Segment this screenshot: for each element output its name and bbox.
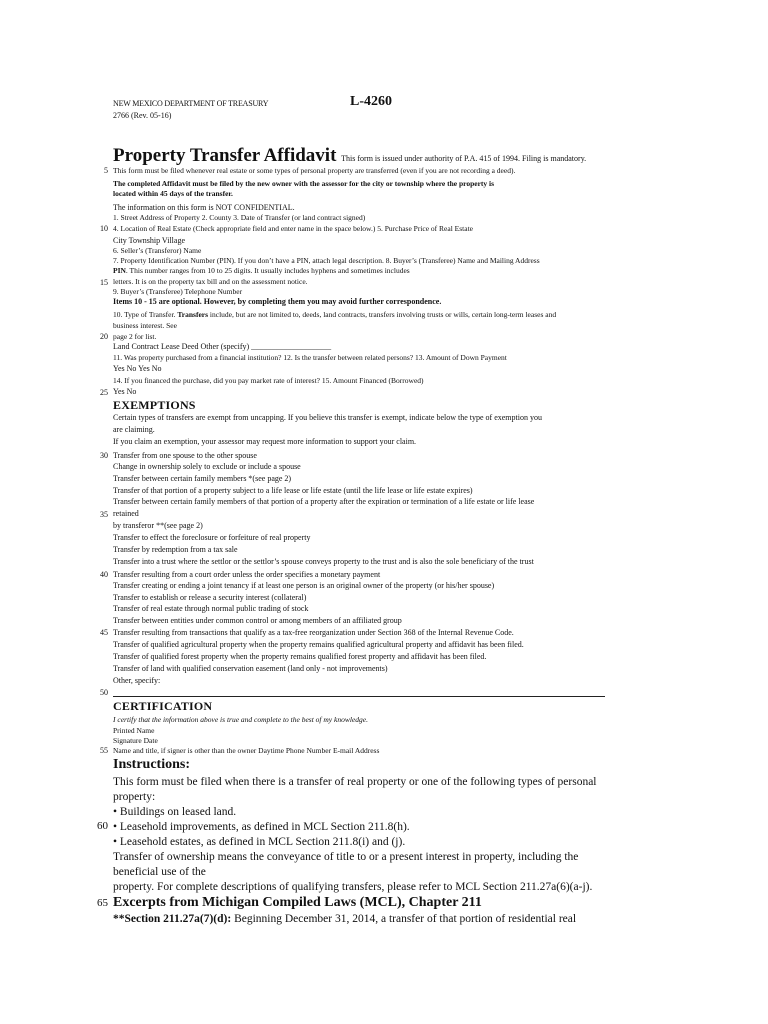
- instructions-bullet: • Buildings on leased land.: [113, 806, 237, 818]
- excerpt-section-label: **Section 211.27a(7)(d):: [113, 913, 232, 925]
- seller-name-label: 6. Seller’s (Transferor) Name: [113, 246, 202, 255]
- exemption-item: Transfer between certain family members of that portion of a property after the expiration or termination of a life estate or life lease: [113, 497, 535, 506]
- pin-note-text: . This number ranges from 10 to 25 digits. It usually includes hyphens and sometimes includes: [125, 266, 410, 275]
- transfer-type-text: include, but are not limited to, deeds, land contracts, transfers involving trusts or wills, certain long-term leases and: [208, 310, 557, 319]
- exemption-item: Transfer to effect the foreclosure or forfeiture of real property: [113, 533, 311, 542]
- exemption-item: Transfer from one spouse to the other spouse: [113, 451, 257, 460]
- exemption-item: Transfer to establish or release a security interest (collateral): [113, 593, 307, 602]
- line-number: 15: [100, 278, 108, 287]
- exemption-item: by transferor **(see page 2): [113, 521, 203, 530]
- exemptions-intro-2: are claiming.: [113, 425, 155, 434]
- exemption-item: Transfer resulting from transactions that qualify as a tax-free reorganization under Section 368 of the Internal Revenue Code.: [113, 628, 514, 637]
- form-number: L-4260: [350, 94, 392, 109]
- line-number: 60: [97, 820, 108, 832]
- pin-label: 7. Property Identification Number (PIN). If you don’t have a PIN, attach legal description. 8. Buyer’s (Transferee) Name and Mailing Address: [113, 256, 540, 265]
- filing-requirement: The completed Affidavit must be filed by the new owner with the assessor for the city or township where the property is: [113, 179, 495, 188]
- line-number: 30: [100, 451, 108, 460]
- exemption-item: Transfer by redemption from a tax sale: [113, 545, 238, 554]
- exemption-item: Change in ownership solely to exclude or include a spouse: [113, 462, 301, 471]
- line-number: 25: [100, 388, 108, 397]
- excerpts-heading: Excerpts from Michigan Compiled Laws (MCL), Chapter 211: [113, 895, 482, 910]
- instructions-p2-end: property. For complete descriptions of qualifying transfers, please refer to MCL Section 211.27a(6)(a-j).: [113, 881, 593, 893]
- exemptions-intro-3: If you claim an exemption, your assessor may request more information to support your claim.: [113, 437, 417, 446]
- instructions-heading: Instructions:: [113, 757, 191, 772]
- line-number: 35: [100, 510, 108, 519]
- buyer-phone-label: 9. Buyer’s (Transferee) Telephone Number: [113, 287, 243, 296]
- transfer-type-label: [113, 310, 556, 320]
- exemption-item: Transfer of qualified forest property when the property remains qualified forest property and affidavit has been filed.: [113, 652, 487, 661]
- pin-bold: PIN: [113, 266, 126, 275]
- authority-note: This form is issued under authority of P.A. 415 of 1994. Filing is mandatory.: [341, 154, 587, 163]
- instructions-p1-cont: property:: [113, 791, 156, 803]
- instructions-bullet: • Leasehold improvements, as defined in MCL Section 211.8(h).: [113, 821, 410, 833]
- transfers-bold: Transfers: [177, 310, 209, 319]
- questions-11-13: 11. Was property purchased from a financial institution? 12. Is the transfer between related persons? 13. Amount of Down Payment: [113, 353, 507, 362]
- optional-items-note: Items 10 - 15 are optional. However, by completing them you may avoid further correspondence.: [113, 297, 442, 306]
- line-number: 10: [100, 224, 108, 233]
- pin-note: [113, 266, 410, 276]
- location-options: City Township Village: [113, 236, 185, 245]
- exemption-item: Transfer between entities under common control or among members of an affiliated group: [113, 616, 402, 625]
- yes-no-options: Yes No Yes No: [113, 364, 162, 373]
- line-number: 40: [100, 570, 108, 579]
- certification-statement: I certify that the information above is true and complete to the best of my knowledge.: [113, 715, 368, 724]
- exemption-item: Transfer resulting from a court order unless the order specifies a monetary payment: [113, 570, 381, 579]
- name-title-phone-email-label: Name and title, if signer is other than the owner Daytime Phone Number E-mail Address: [113, 746, 380, 755]
- pin-note-2: letters. It is on the property tax bill and on the assessment notice.: [113, 277, 308, 286]
- exemption-item: retained: [113, 509, 139, 518]
- line-number: 65: [97, 897, 108, 909]
- excerpt-section: [113, 912, 576, 926]
- form-revision: 2766 (Rev. 05-16): [113, 111, 172, 120]
- certification-heading: CERTIFICATION: [113, 699, 213, 713]
- form-title: [113, 145, 586, 167]
- confidentiality-note: The information on this form is NOT CONFIDENTIAL.: [113, 203, 295, 212]
- transfer-type-options: Land Contract Lease Deed Other (specify) ____________________: [113, 342, 332, 351]
- instructions-p2: Transfer of ownership means the conveyance of title to or a present interest in property, including the: [113, 851, 579, 863]
- exemption-item: Transfer into a trust where the settlor or the settlor’s spouse conveys property to the trust and is also the sole beneficiary of the trust: [113, 557, 534, 566]
- questions-14-15: 14. If you financed the purchase, did you pay market rate of interest? 15. Amount Financed (Borrowed): [113, 376, 424, 385]
- fields-row-2: 4. Location of Real Estate (Check appropriate field and enter name in the space below.) 5. Purchase Price of Real Estate: [113, 224, 473, 233]
- yes-no-options-2: Yes No: [113, 387, 137, 396]
- fields-row-1: 1. Street Address of Property 2. County 3. Date of Transfer (or land contract signed): [113, 213, 366, 222]
- exemptions-heading: EXEMPTIONS: [113, 398, 196, 412]
- transfer-type-cont: business interest. See: [113, 321, 177, 330]
- instructions-bullet: • Leasehold estates, as defined in MCL Section 211.8(i) and (j).: [113, 836, 406, 848]
- transfer-type-page-ref: page 2 for list.: [113, 332, 157, 341]
- other-specify-line: [113, 696, 605, 697]
- exemption-item: Transfer of qualified agricultural property when the property remains qualified agricultural property and affidavit has been filed.: [113, 640, 524, 649]
- printed-name-label: Printed Name: [113, 726, 155, 735]
- exemption-item: Other, specify:: [113, 676, 161, 685]
- form-title-text: Property Transfer Affidavit: [113, 145, 337, 166]
- line-number: 55: [100, 746, 108, 755]
- exemption-item: Transfer creating or ending a joint tenancy if at least one person is an original owner of the property (or his/her spouse): [113, 581, 495, 590]
- transfer-type-prefix: 10. Type of Transfer.: [113, 310, 178, 319]
- exemption-item: Transfer of land with qualified conservation easement (land only - not improvements): [113, 664, 388, 673]
- exemptions-intro-1: Certain types of transfers are exempt from uncapping. If you believe this transfer is exempt, indicate below the type of exemption you: [113, 413, 542, 422]
- agency-name: NEW MEXICO DEPARTMENT OF TREASURY: [113, 99, 269, 108]
- instructions-p2-cont: beneficial use of the: [113, 866, 206, 878]
- filing-deadline: located within 45 days of the transfer.: [113, 189, 233, 198]
- instructions-p1: This form must be filed when there is a transfer of real property or one of the following types of personal: [113, 776, 597, 788]
- signature-date-label: Signature Date: [113, 736, 158, 745]
- exemption-item: Transfer of that portion of a property subject to a life lease or life estate (until the life lease or life estate expires): [113, 486, 473, 495]
- line-number: 20: [100, 332, 108, 341]
- excerpt-section-text: Beginning December 31, 2014, a transfer of that portion of residential real: [231, 913, 577, 925]
- exemption-item: Transfer of real estate through normal public trading of stock: [113, 604, 309, 613]
- body-line: This form must be filed whenever real estate or some types of personal property are transferred (even if you are not recording a deed).: [113, 166, 516, 175]
- exemption-item: Transfer between certain family members *(see page 2): [113, 474, 292, 483]
- line-number: 50: [100, 688, 108, 697]
- line-number: 5: [104, 166, 108, 175]
- line-number: 45: [100, 628, 108, 637]
